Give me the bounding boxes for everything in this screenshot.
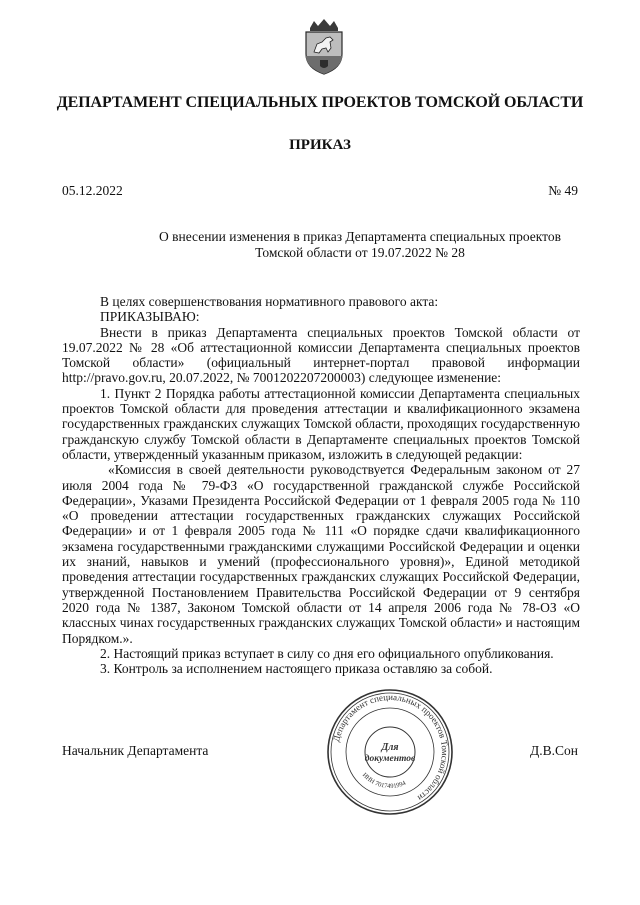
- subject-line-2: Томской области от 19.07.2022 № 28: [255, 245, 465, 260]
- preamble-paragraph: В целях совершенствования нормативного правового акта:: [100, 294, 439, 309]
- order-subject: [110, 229, 610, 261]
- subject-line-1: О внесении изменения в приказ Департамента специальных проектов: [159, 229, 561, 244]
- order-body: [62, 294, 580, 676]
- tomsk-coat-of-arms-icon: [300, 18, 348, 76]
- stamp-center-line-2: документов: [364, 754, 416, 764]
- clause-3-paragraph: 3. Контроль за исполнением настоящего приказа оставляю за собой.: [100, 661, 493, 677]
- stamp-code: ИНН 7017491994: [360, 771, 407, 791]
- signer-position: Начальник Департамента: [62, 743, 209, 758]
- stamp-center-line-1: Для: [381, 742, 399, 753]
- order-date: 05.12.2022: [62, 183, 123, 198]
- department-title: ДЕПАРТАМЕНТ СПЕЦИАЛЬНЫХ ПРОЕКТОВ ТОМСКОЙ ОБЛАСТИ: [56, 94, 584, 111]
- clause-1-paragraph: 1. Пункт 2 Порядка работы аттестационной комиссии Департамента специальных проектов Томской области для проведения аттестации и квалификационного экзамена государственных гражданских служащих Томской области, проходящих государственную гражданскую службу Томской области в Департаменте специальных проектов Томской области, утвержденный указанным приказом, изложить в следующей редакции:: [62, 385, 580, 462]
- order-keyword: ПРИКАЗЫВАЮ:: [100, 309, 200, 325]
- quoted-text-paragraph: «Комиссия в своей деятельности руководствуется Федеральным законом от 27 июля 2004 года № 79-ФЗ «О государственной гражданской службе Российской Федерации», Указами Президента Российской Федерации от 1 февраля 2005 года № 110 «О проведении аттестации государственных гражданских служащих Российской Федерации» и от 1 февраля 2005 года № 111 «О порядке сдачи квалификационного экзамена государственными гражданскими служащими Российской Федерации и оценки их знаний, навыков и умений (профессионального уровня)», Единой методикой проведения аттестации государственных гражданских служащих Российской Федерации, утвержденной Постановлением Правительства Российской Федерации от 9 сентября 2020 года № 1387, Законом Томской области от 14 апреля 2006 года № 78-ОЗ «О классных чинах государственных гражданских служащих Томской области» и настоящим Порядком.».: [62, 462, 580, 646]
- document-type-title: ПРИКАЗ: [289, 137, 351, 153]
- official-stamp: [326, 688, 454, 816]
- amendment-intro-paragraph: Внести в приказ Департамента специальных проектов Томской области от 19.07.2022 № 28 «Об аттестационной комиссии Департамента специальных проектов Томской области» (официальный интернет-портал правовой информации http://pravo.gov.ru, 20.07.2022, № 7001202207200003) следующее изменение:: [62, 324, 580, 386]
- order-number: № 49: [548, 183, 578, 198]
- clause-2-paragraph: 2. Настоящий приказ вступает в силу со дня его официального опубликования.: [100, 645, 554, 661]
- stamp-ring-text: Департамент специальных проектов Томской области: [331, 691, 451, 804]
- signer-name: Д.В.Сон: [530, 743, 578, 758]
